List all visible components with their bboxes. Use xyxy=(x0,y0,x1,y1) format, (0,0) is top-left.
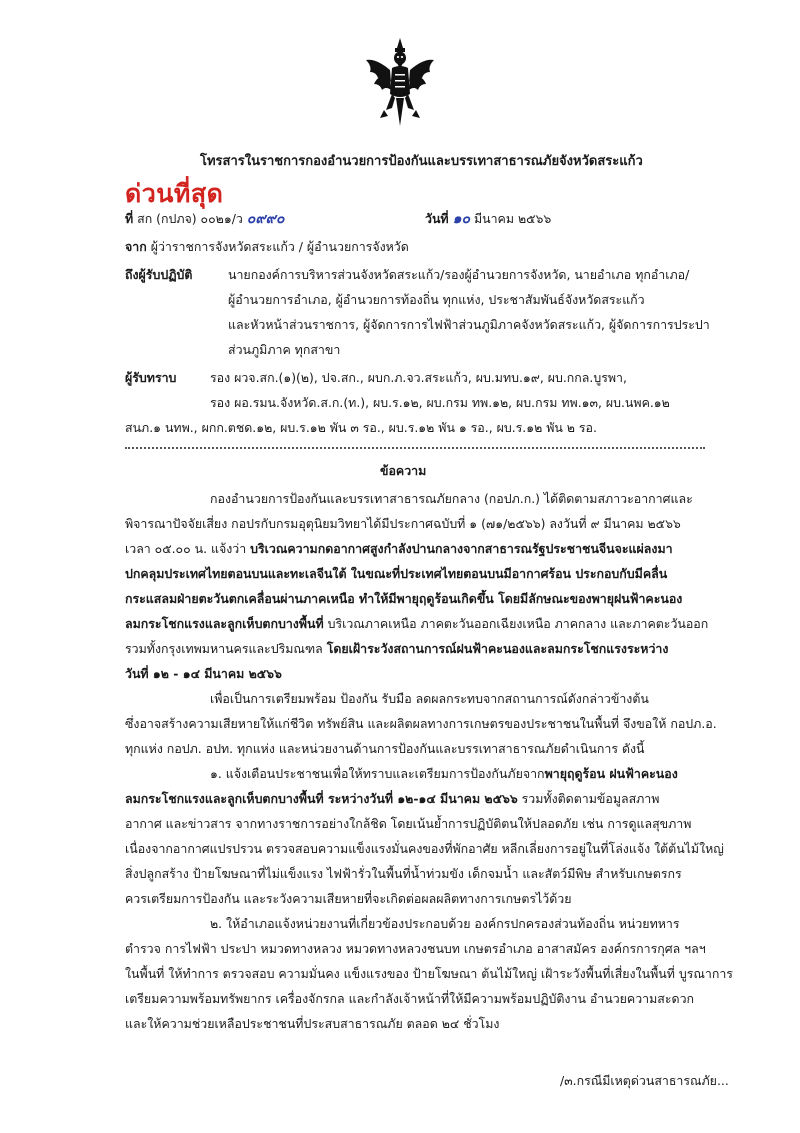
reference-line xyxy=(125,210,284,228)
text-run: รวมทั้งติดตามข้อมูลสภาพ xyxy=(517,791,660,806)
text-line xyxy=(125,565,667,582)
separator xyxy=(125,447,705,449)
urgency-stamp: ด่วนที่สุด xyxy=(125,179,224,208)
bold-text: โดยเฝ้าระวังสถานการณ์ฝนฟ้าคะนองและลมกระโชกแรงระหว่าง xyxy=(326,641,669,656)
text-run: บริเวณภาคเหนือ ภาคตะวันออกเฉียงเหนือ ภาคกลาง และภาคตะวันออก xyxy=(323,616,709,631)
body-title: ข้อความ xyxy=(380,463,427,478)
date-label: วันที่ xyxy=(425,211,449,226)
text-line xyxy=(125,665,282,682)
text-line: เตรียมความพร้อมทรัพยากร เครื่องจักรกล และกำลังเจ้าหน้าที่ให้มีความพร้อมปฏิบัติงาน อำนวยความสะดวก xyxy=(125,991,695,1006)
bold-text: บริเวณความกดอากาศสูงกำลังปานกลางจากสาธารณรัฐประชาชนจีนจะแผ่ลงมา xyxy=(250,541,673,556)
text-line xyxy=(125,815,691,832)
from-label: จาก xyxy=(125,239,147,254)
bold-text: ลมกระโชกแรงและลูกเห็บตกบางพื้นที่ xyxy=(125,616,324,631)
text-line xyxy=(125,640,668,657)
cc-line: รอง ผวจ.สก.(๑)(๒), ปจ.สก., ผบก.ภ.จว.สระแก้ว, ผบ.มทบ.๑๙, ผบ.กกล.บูรพา, xyxy=(210,370,627,385)
cc-line: รอง ผอ.รมน.จังหวัด.ส.ก.(ท.), ผบ.ร.๑๒, ผบ.กรม ทพ.๑๒, ผบ.กรม ทพ.๑๓, ผบ.นพค.๑๒ xyxy=(210,395,670,410)
text-line: ๒. ให้อำเภอแจ้งหน่วยงานที่เกี่ยวข้องประกอบด้วย องค์กรปกครองส่วนท้องถิ่น หน่วยทหาร xyxy=(210,916,680,931)
to-label: ถึงผู้รับปฏิบัติ xyxy=(125,267,193,282)
text-line: ซึ่งอาจสร้างความเสียหายให้แก่ชีวิต ทรัพย์สิน และผลิตผลทางการเกษตรของประชาชนในพื้นที่ จึงขอให้ กอปภ.อ. xyxy=(125,716,717,731)
text-run: พิจารณาปัจจัยเสี่ยง กอปรกับกรมอุตุนิยมวิทยาได้มีประกาศฉบับที่ ๑ (๗๑/๒๕๖๖) ลงวันที่ ๙ มีนาคม ๒๕๖๖ xyxy=(125,516,681,531)
cc-line: สนภ.๑ นทพ., ผกก.ตชด.๑๒, ผบ.ร.๑๒ พัน ๓ รอ., ผบ.ร.๑๒ พัน ๑ รอ., ผบ.ร.๑๒ พัน ๒ รอ. xyxy=(125,420,597,435)
to-line: ผู้อำนวยการอำเภอ, ผู้อำนวยการท้องถิ่น ทุกแห่ง, ประชาสัมพันธ์จังหวัดสระแก้ว xyxy=(228,292,645,307)
ref-prefix: สก (กปภจ) ๐๐๒๑/ว xyxy=(137,211,243,226)
bold-text: ลมกระโชกแรงและลูกเห็บตกบางพื้นที่ ระหว่างวันที่ ๑๒-๑๔ มีนาคม ๒๕๖๖ xyxy=(125,791,518,806)
text-line xyxy=(125,590,682,607)
text-line: เพื่อเป็นการเตรียมพร้อม ป้องกัน รับมือ ลดผลกระทบจากสถานการณ์ดังกล่าวข้างต้น xyxy=(210,691,649,706)
text-line: ตำรวจ การไฟฟ้า ประปา หมวดทางหลวง หมวดทางหลวงชนบท เกษตรอำเภอ อาสาสมัคร องค์กรการกุศล ฯลฯ xyxy=(125,941,706,956)
text-run: กองอำนวยการป้องกันและบรรเทาสาธารณภัยกลาง (กอปภ.ก.) ได้ติดตามสภาวะอากาศและ xyxy=(210,491,693,506)
date-rest: มีนาคม ๒๕๖๖ xyxy=(473,211,552,226)
continuation-note: /๓.กรณีมีเหตุด่วนสาธารณภัย... xyxy=(560,1073,729,1088)
bold-text: กระแสลมฝ่ายตะวันตกเคลื่อนผ่านภาคเหนือ ทำให้มีพายุฤดูร้อนเกิดขึ้น โดยมีลักษณะของพายุฝนฟ้าคะนอง xyxy=(125,591,683,606)
text-run: อากาศ และข่าวสาร จากทางราชการอย่างใกล้ชิด โดยเน้นย้ำการปฏิบัติตนให้ปลอดภัย เช่น การดูแลสุขภาพ xyxy=(125,816,692,831)
text-line xyxy=(125,790,659,807)
text-line xyxy=(125,515,681,532)
text-line xyxy=(125,540,673,557)
bold-text: ปกคลุมประเทศไทยตอนบนและทะเลจีนใต้ ในขณะที่ประเทศไทยตอนบนมีอากาศร้อน ประกอบกับมีคลื่น xyxy=(125,566,668,581)
text-line xyxy=(125,890,571,907)
text-line xyxy=(125,615,708,632)
text-line xyxy=(210,490,693,507)
text-line xyxy=(210,765,678,782)
text-line: ทุกแห่ง กอปภ. อปท. ทุกแห่ง และหน่วยงานด้านการป้องกันและบรรเทาสาธารณภัยดำเนินการ ดังนี้ xyxy=(125,741,645,756)
ref-label: ที่ xyxy=(125,211,134,226)
text-run: เนื่องจากอากาศแปรปรวน ตรวจสอบความแข็งแรงมั่นคงของที่พักอาศัย หลีกเลี่ยงการอยู่ในที่โล่งแจ้ง ใต้ต้นไม้ใหญ่ xyxy=(125,841,724,856)
garuda-emblem-icon xyxy=(362,36,438,136)
from-line xyxy=(125,238,409,255)
bold-text: พายุฤดูร้อน ฝนฟ้าคะนอง xyxy=(544,766,678,781)
cc-label: ผู้รับทราบ xyxy=(125,370,177,385)
date-line xyxy=(425,210,551,228)
text-line xyxy=(125,865,682,882)
text-run: รวมทั้งกรุงเทพมหานครและปริมณฑล xyxy=(125,641,327,656)
text-line: และให้ความช่วยเหลือประชาชนที่ประสบสาธารณภัย ตลอด ๒๔ ชั่วโมง xyxy=(125,1016,500,1031)
text-run: ๑. แจ้งเตือนประชาชนเพื่อให้ทราบและเตรียมการป้องกันภัยจาก xyxy=(210,766,545,781)
text-run: เวลา ๐๕.๐๐ น. แจ้งว่า xyxy=(125,541,251,556)
bold-text: วันที่ ๑๒ - ๑๔ มีนาคม ๒๕๖๖ xyxy=(125,666,282,681)
to-line: ส่วนภูมิภาค ทุกสาขา xyxy=(228,342,341,357)
text-line: ในพื้นที่ ให้ทำการ ตรวจสอบ ความมั่นคง แข็งแรงของ ป้ายโฆษณา ต้นไม้ใหญ่ เฝ้าระวังพื้นที่เสี่ยงในพื้นที่ บูรณาการ xyxy=(125,966,733,981)
to-line: และหัวหน้าส่วนราชการ, ผู้จัดการการไฟฟ้าส่วนภูมิภาคจังหวัดสระแก้ว, ผู้จัดการการประปา xyxy=(228,317,710,332)
from-value: ผู้ว่าราชการจังหวัดสระแก้ว / ผู้อำนวยการจังหวัด xyxy=(150,239,409,254)
text-run: สิ่งปลูกสร้าง ป้ายโฆษณาที่ไม่แข็งแรง ไฟฟ้ารั่วในพื้นที่น้ำท่วมขัง เด็กจมน้ำ และสัตว์มีพิษ สำหรับเกษตรกร xyxy=(125,866,682,881)
to-line: นายกองค์การบริหารส่วนจังหวัดสระแก้ว/รองผู้อำนวยการจังหวัด, นายอำเภอ ทุกอำเภอ/ xyxy=(228,267,690,282)
text-line xyxy=(125,840,724,857)
date-day: ๑๐ xyxy=(452,211,470,227)
agency-header: โทรสารในราชการกองอำนวยการป้องกันและบรรเทาสาธารณภัยจังหวัดสระแก้ว xyxy=(200,154,643,169)
text-run: ควรเตรียมการป้องกัน และระวังความเสียหายที่จะเกิดต่อผลผลิตทางการเกษตรไว้ด้วย xyxy=(125,891,572,906)
ref-number: ๐๙๙๐ xyxy=(246,211,285,227)
